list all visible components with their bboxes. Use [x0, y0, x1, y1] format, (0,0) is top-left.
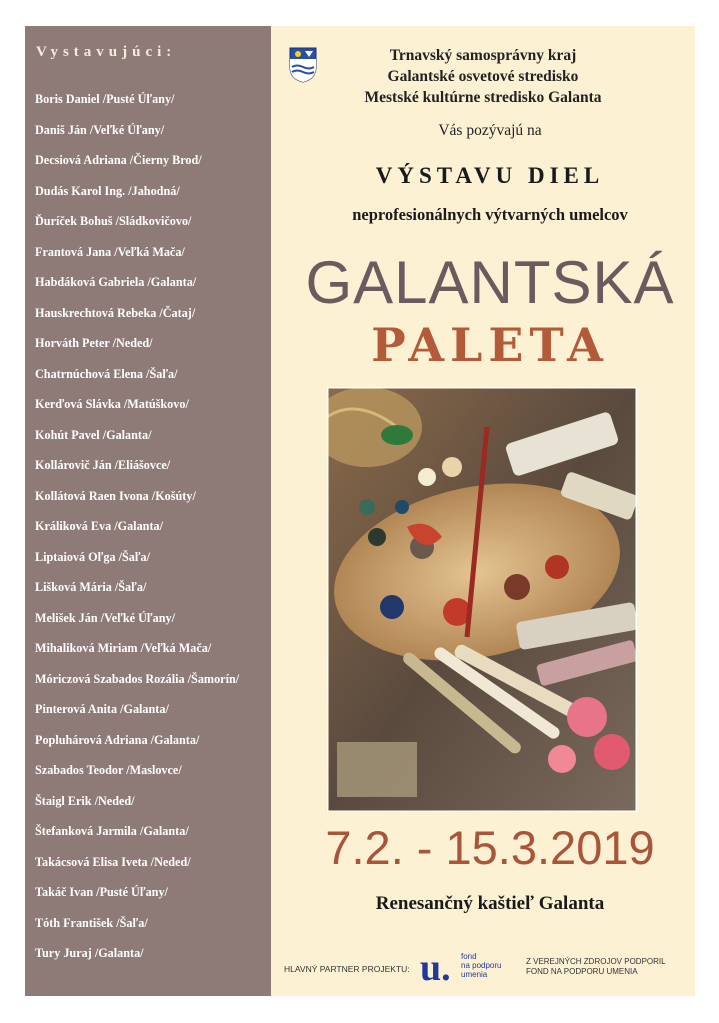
- support-statement: [526, 957, 666, 977]
- exhibitor-item: Štefanková Jarmila /Galanta/: [35, 824, 189, 838]
- fund-name: [461, 952, 501, 979]
- exhibitor-item: Kollátová Raen Ivona /Košúty/: [35, 488, 196, 503]
- support-line-2: FOND NA PODPORU UMENIA: [526, 967, 638, 976]
- exhibitor-item: Tóth František /Šaľa/: [35, 915, 148, 930]
- exhibitor-item: Habdáková Gabriela /Galanta/: [35, 275, 197, 289]
- exhibitor-item: Kohút Pavel /Galanta/: [35, 427, 152, 442]
- exhibitor-item: Štaigl Erik /Neded/: [35, 793, 135, 808]
- exhibitor-list: [35, 92, 239, 977]
- exhibition-venue: Renesančný kaštieľ Galanta: [375, 893, 605, 914]
- exhibitor-item: Dudás Karol Ing. /Jahodná/: [35, 183, 180, 198]
- exhibitor-item: Frantová Jana /Veľká Mača/: [35, 244, 185, 259]
- exhibitors-sidebar: [25, 26, 271, 996]
- fund-logo: u.: [420, 947, 451, 989]
- exhibitor-item: Kerďová Slávka /Matúškovo/: [35, 397, 189, 411]
- fund-name-line-3: umenia: [461, 970, 488, 979]
- exhibitor-item: Takáč Ivan /Pusté Úľany/: [35, 885, 168, 899]
- exhibition-dates: 7.2. - 15.3.2019: [325, 821, 655, 874]
- exhibitor-item: Lišková Mária /Šaľa/: [35, 580, 147, 594]
- region-crest-icon: [289, 47, 317, 83]
- exhibitor-item: Szabados Teodor /Maslovce/: [35, 763, 182, 777]
- invitation-text: Vás pozývajú na: [438, 122, 542, 139]
- support-line-1: Z VEREJNÝCH ZDROJOV PODPORIL: [526, 957, 666, 966]
- exhibitor-item: Takácsová Elisa Iveta /Neded/: [35, 854, 191, 869]
- sidebar-title: Vystavujúci:: [36, 44, 177, 60]
- organizer-line-2: Galantské osvetové stredisko: [387, 68, 579, 85]
- exhibitor-item: Tury Juraj /Galanta/: [35, 946, 144, 960]
- partner-label: HLAVNÝ PARTNER PROJEKTU:: [284, 964, 410, 974]
- exhibition-heading: VÝSTAVU DIEL: [375, 163, 605, 188]
- organizer-line-1: Trnavský samosprávny kraj: [389, 47, 577, 64]
- exhibitor-item: Horváth Peter /Neded/: [35, 336, 153, 350]
- title-galantska: GALANTSKÁ: [305, 249, 675, 316]
- exhibitor-item: Chatrnúchová Elena /Šaľa/: [35, 366, 178, 381]
- exhibitor-item: Králiková Eva /Galanta/: [35, 519, 163, 533]
- exhibition-subtitle: neprofesionálnych výtvarných umelcov: [352, 205, 628, 224]
- exhibitor-item: Daniš Ján /Veľké Úľany/: [35, 122, 165, 137]
- exhibitor-item: Móriczová Szabados Rozália /Šamorín/: [35, 671, 240, 686]
- exhibitor-item: Mihaliková Miriam /Veľká Mača/: [35, 641, 212, 655]
- exhibitor-item: Decsiová Adriana /Čierny Brod/: [35, 153, 202, 167]
- fund-name-line-2: na podporu: [461, 961, 502, 970]
- title-paleta: PALETA: [371, 318, 609, 372]
- exhibitor-item: Boris Daniel /Pusté Úľany/: [35, 92, 175, 106]
- exhibitor-item: Ďuríček Bohuš /Sládkovičovo/: [35, 214, 192, 228]
- fund-name-line-1: fond: [461, 952, 477, 961]
- exhibitor-item: Popluhárová Adriana /Galanta/: [35, 732, 200, 747]
- exhibitor-item: Melišek Ján /Veľké Úľany/: [35, 610, 175, 625]
- organizer-line-3: Mestské kultúrne stredisko Galanta: [364, 89, 602, 106]
- exhibitor-item: Hauskrechtová Rebeka /Čataj/: [35, 305, 196, 320]
- palette-painting: [327, 387, 637, 812]
- exhibitor-item: Pinterová Anita /Galanta/: [35, 702, 169, 716]
- exhibitor-item: Kollárovič Ján /Eliášovce/: [35, 458, 171, 472]
- exhibitor-item: Liptaiová Oľga /Šaľa/: [35, 549, 151, 564]
